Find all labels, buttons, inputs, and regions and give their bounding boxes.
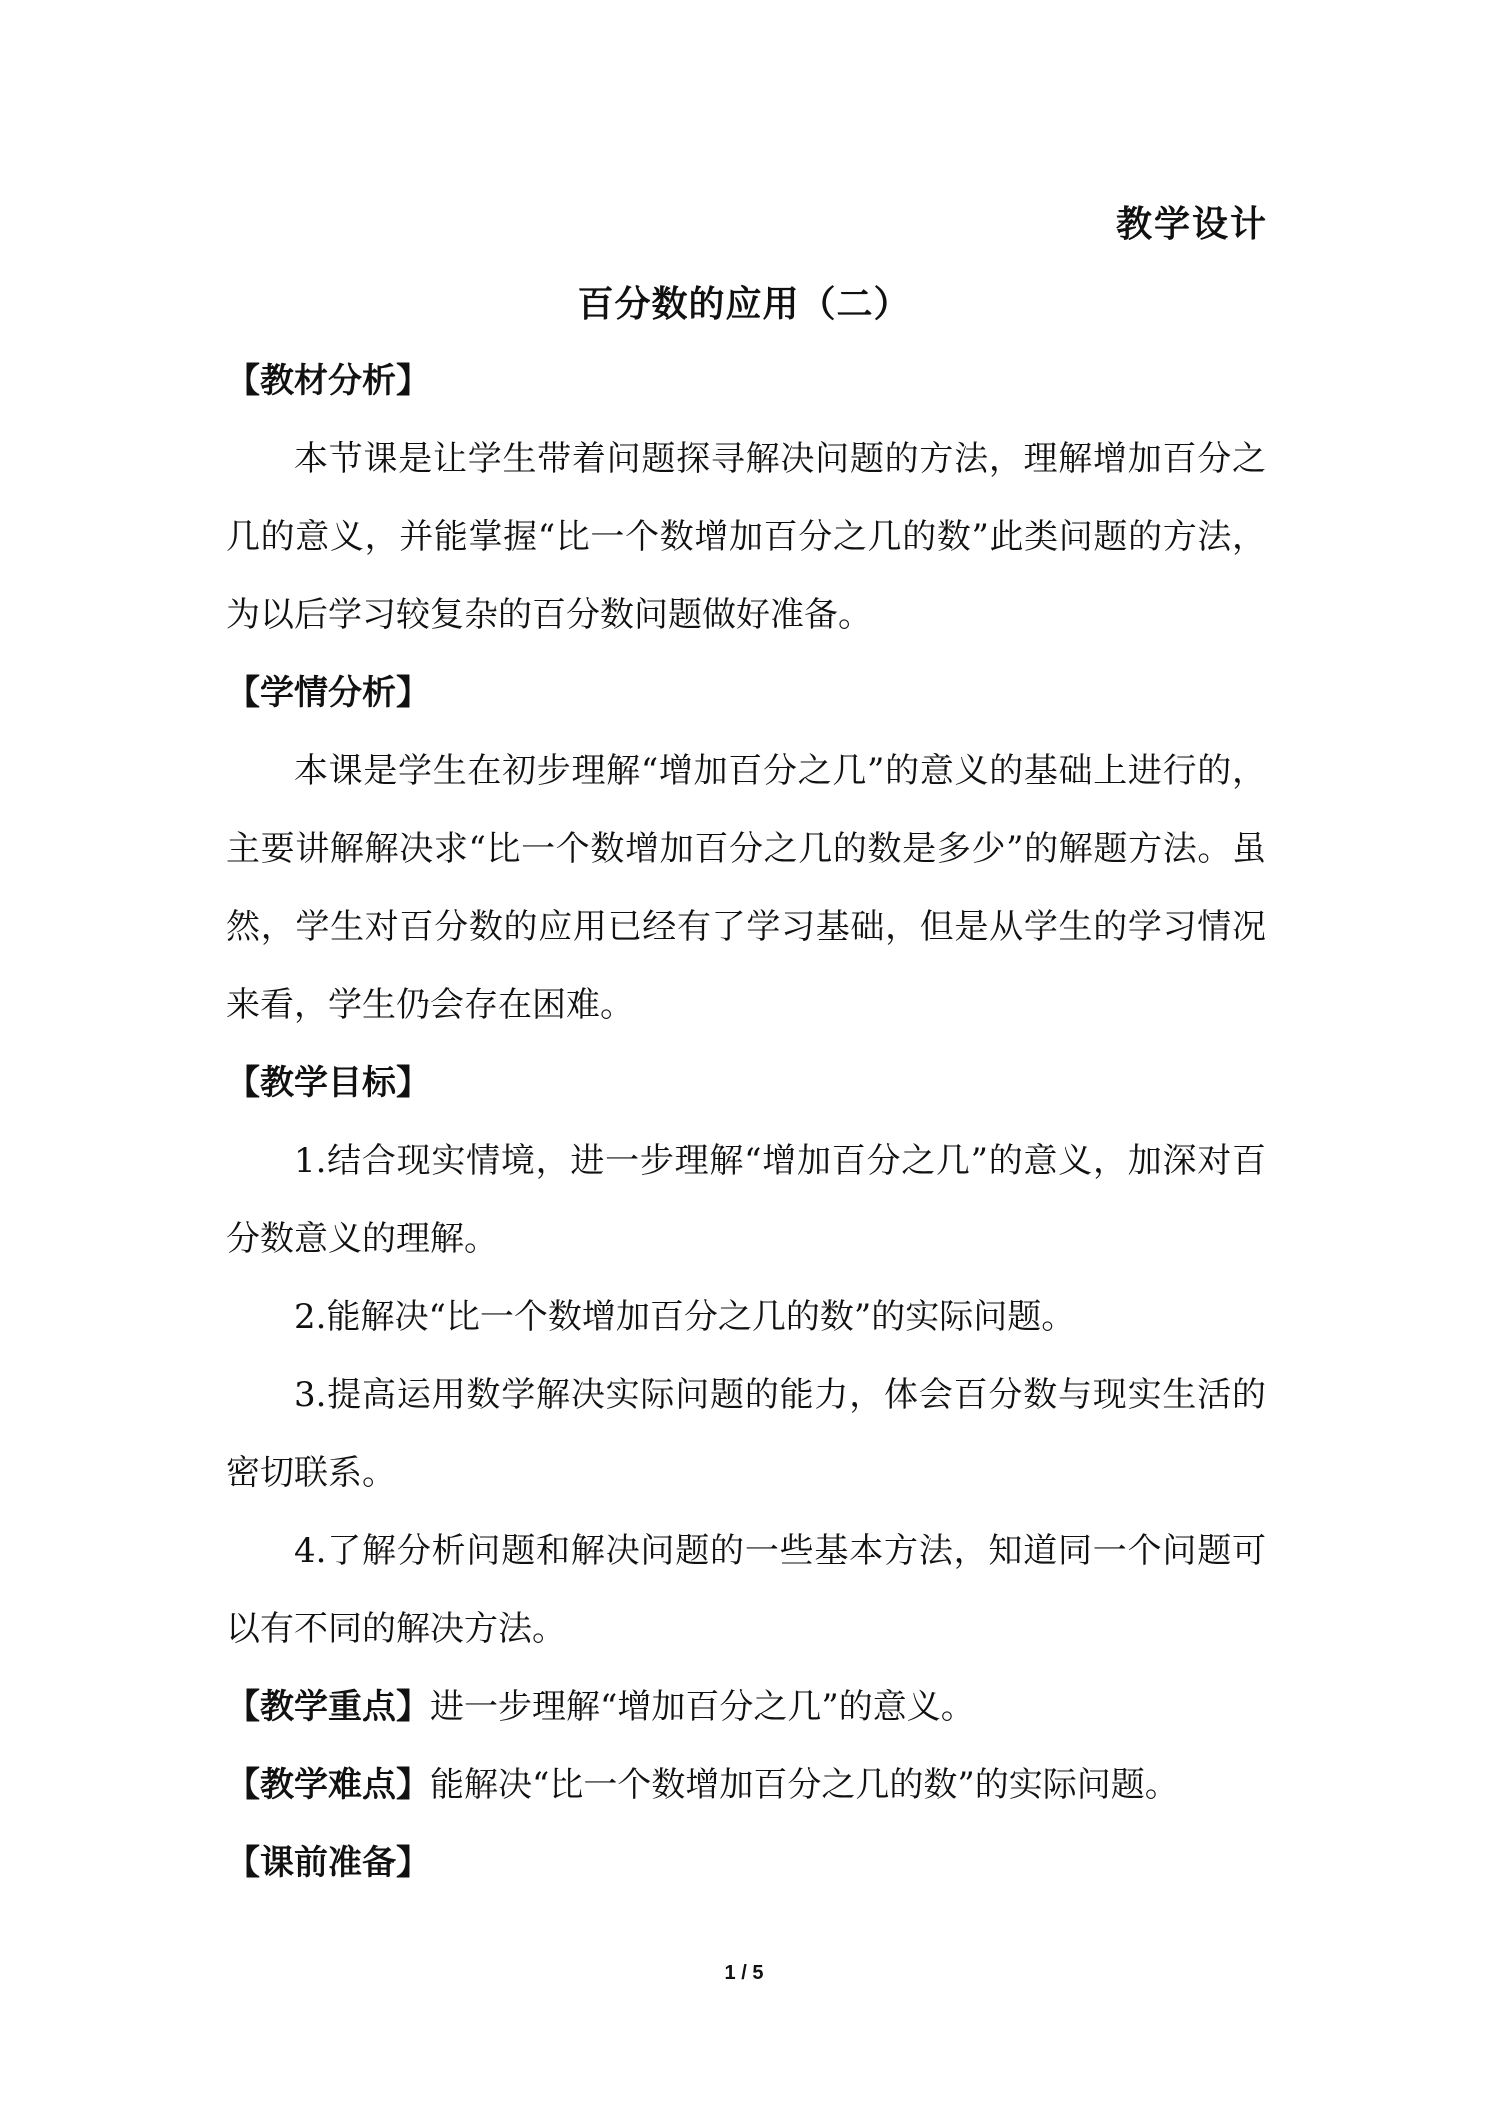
goal-item: 1.结合现实情境，进一步理解“增加百分之几”的意义，加深对百分数意义的理解。 xyxy=(226,1141,1266,1259)
page-title: 百分数的应用（二） xyxy=(577,284,911,325)
section-heading: 【教学目标】 xyxy=(226,1063,430,1103)
section-heading: 【教材分析】 xyxy=(226,361,430,401)
section-heading: 【学情分析】 xyxy=(226,673,430,713)
section-key-point xyxy=(226,1668,1266,1746)
goal-item: 4.了解分析问题和解决问题的一些基本方法，知道同一个问题可以有不同的解决方法。 xyxy=(226,1531,1266,1649)
section-difficulty xyxy=(226,1746,1266,1824)
document-type-label: 教学设计 xyxy=(1115,204,1268,245)
goal-item: 3.提高运用数学解决实际问题的能力，体会百分数与现实生活的密切联系。 xyxy=(226,1375,1266,1493)
section-heading: 【教学重点】 xyxy=(226,1687,430,1727)
section-teaching-goals xyxy=(226,1044,1266,1668)
section-paragraph: 本节课是让学生带着问题探寻解决问题的方法，理解增加百分之几的意义，并能掌握“比一个数增加百分之几的数”此类问题的方法，为以后学习较复杂的百分数问题做好准备。 xyxy=(226,439,1266,635)
section-heading: 【教学难点】 xyxy=(226,1765,430,1805)
section-inline-text: 进一步理解“增加百分之几”的意义。 xyxy=(430,1687,975,1727)
section-heading: 【课前准备】 xyxy=(226,1843,430,1883)
page-number: 1 / 5 xyxy=(724,1962,764,1984)
goal-item: 2.能解决“比一个数增加百分之几的数”的实际问题。 xyxy=(294,1297,1076,1337)
section-preparation xyxy=(226,1824,1266,1902)
section-textbook-analysis xyxy=(226,342,1266,654)
section-paragraph: 本课是学生在初步理解“增加百分之几”的意义的基础上进行的，主要讲解解决求“比一个数增加百分之几的数是多少”的解题方法。虽然，学生对百分数的应用已经有了学习基础，但是从学生的学习情况来看，学生仍会存在困难。 xyxy=(226,751,1266,1025)
section-inline-text: 能解决“比一个数增加百分之几的数”的实际问题。 xyxy=(430,1765,1179,1805)
section-student-analysis xyxy=(226,654,1266,1044)
